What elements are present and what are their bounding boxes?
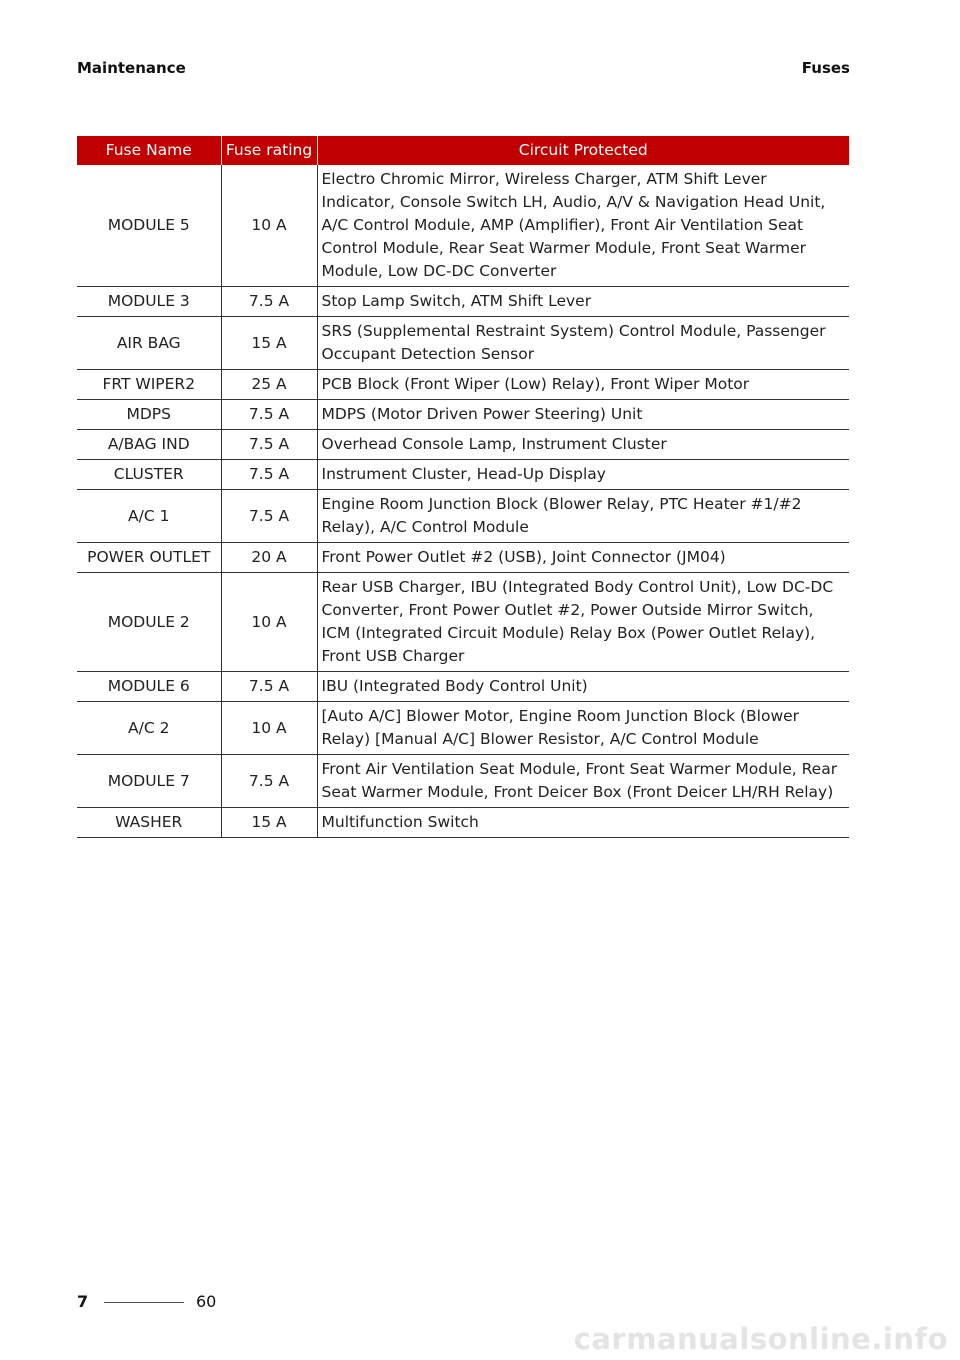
table-row — [77, 490, 849, 543]
table-row — [77, 543, 849, 573]
table-row — [77, 165, 849, 287]
watermark: carmanualsonline.info — [573, 1322, 948, 1356]
fuse-rating-cell: 7.5 A — [221, 287, 317, 317]
footer-divider — [104, 1302, 184, 1303]
fuse-name-cell: A/C 2 — [77, 702, 221, 755]
circuit-protected-cell: Engine Room Junction Block (Blower Relay, PTC Heater #1/#2 Relay), A/C Control Module — [317, 490, 849, 543]
table-row — [77, 460, 849, 490]
table-row — [77, 317, 849, 370]
fuse-name-cell: MODULE 3 — [77, 287, 221, 317]
fuse-rating-cell: 7.5 A — [221, 672, 317, 702]
fuse-name-cell: MODULE 2 — [77, 573, 221, 672]
circuit-protected-cell: Stop Lamp Switch, ATM Shift Lever — [317, 287, 849, 317]
fuse-rating-cell: 10 A — [221, 165, 317, 287]
fuse-name-cell: A/BAG IND — [77, 430, 221, 460]
fuse-rating-cell: 10 A — [221, 573, 317, 672]
table-row — [77, 370, 849, 400]
fuse-name-cell: MODULE 5 — [77, 165, 221, 287]
circuit-protected-cell: Overhead Console Lamp, Instrument Cluster — [317, 430, 849, 460]
circuit-protected-cell: Front Air Ventilation Seat Module, Front Seat Warmer Module, Rear Seat Warmer Module, Front Deicer Box (Front Deicer LH/RH Relay) — [317, 755, 849, 808]
fuse-rating-cell: 7.5 A — [221, 400, 317, 430]
fuse-rating-cell: 7.5 A — [221, 430, 317, 460]
circuit-protected-cell: Rear USB Charger, IBU (Integrated Body Control Unit), Low DC-DC Converter, Front Power Outlet #2, Power Outside Mirror Switch, ICM (Integrated Circuit Module) Relay Box (Power Outlet Relay), Front USB Charger — [317, 573, 849, 672]
chapter-number: 7 — [77, 1292, 89, 1311]
fuse-rating-cell: 7.5 A — [221, 460, 317, 490]
fuse-rating-cell: 10 A — [221, 702, 317, 755]
fuse-name-cell: MODULE 6 — [77, 672, 221, 702]
table-row — [77, 808, 849, 838]
circuit-protected-cell: MDPS (Motor Driven Power Steering) Unit — [317, 400, 849, 430]
fuse-name-cell: WASHER — [77, 808, 221, 838]
circuit-protected-cell: Electro Chromic Mirror, Wireless Charger, ATM Shift Lever Indicator, Console Switch LH, Audio, A/V & Navigation Head Unit, A/C Control Module, AMP (Amplifier), Front Air Ventilation Seat Control Module, Rear Seat Warmer Module, Front Seat Warmer Module, Low DC-DC Converter — [317, 165, 849, 287]
circuit-protected-cell: IBU (Integrated Body Control Unit) — [317, 672, 849, 702]
fuse-table — [77, 136, 849, 838]
fuse-rating-cell: 25 A — [221, 370, 317, 400]
table-row — [77, 702, 849, 755]
table-row — [77, 287, 849, 317]
table-header-row — [77, 136, 849, 165]
fuse-name-cell: POWER OUTLET — [77, 543, 221, 573]
circuit-protected-cell: SRS (Supplemental Restraint System) Control Module, Passenger Occupant Detection Sensor — [317, 317, 849, 370]
fuse-name-cell: CLUSTER — [77, 460, 221, 490]
circuit-protected-cell: Multifunction Switch — [317, 808, 849, 838]
fuse-name-cell: AIR BAG — [77, 317, 221, 370]
fuse-rating-cell: 7.5 A — [221, 490, 317, 543]
table-row — [77, 672, 849, 702]
column-header-circuit-protected: Circuit Protected — [317, 136, 849, 165]
table-row — [77, 755, 849, 808]
fuse-rating-cell: 15 A — [221, 808, 317, 838]
fuse-rating-cell: 15 A — [221, 317, 317, 370]
fuse-name-cell: FRT WIPER2 — [77, 370, 221, 400]
fuse-name-cell: MDPS — [77, 400, 221, 430]
column-header-fuse-name: Fuse Name — [77, 136, 221, 165]
table-row — [77, 573, 849, 672]
fuse-name-cell: MODULE 7 — [77, 755, 221, 808]
circuit-protected-cell: Instrument Cluster, Head-Up Display — [317, 460, 849, 490]
circuit-protected-cell: PCB Block (Front Wiper (Low) Relay), Front Wiper Motor — [317, 370, 849, 400]
fuse-rating-cell: 20 A — [221, 543, 317, 573]
table-row — [77, 430, 849, 460]
column-header-fuse-rating: Fuse rating — [221, 136, 317, 165]
page-number: 60 — [196, 1292, 217, 1311]
circuit-protected-cell: [Auto A/C] Blower Motor, Engine Room Junction Block (Blower Relay) [Manual A/C] Blower Resistor, A/C Control Module — [317, 702, 849, 755]
circuit-protected-cell: Front Power Outlet #2 (USB), Joint Connector (JM04) — [317, 543, 849, 573]
section-title: Maintenance — [77, 59, 186, 77]
table-row — [77, 400, 849, 430]
fuse-name-cell: A/C 1 — [77, 490, 221, 543]
topic-title: Fuses — [801, 59, 850, 77]
fuse-rating-cell: 7.5 A — [221, 755, 317, 808]
